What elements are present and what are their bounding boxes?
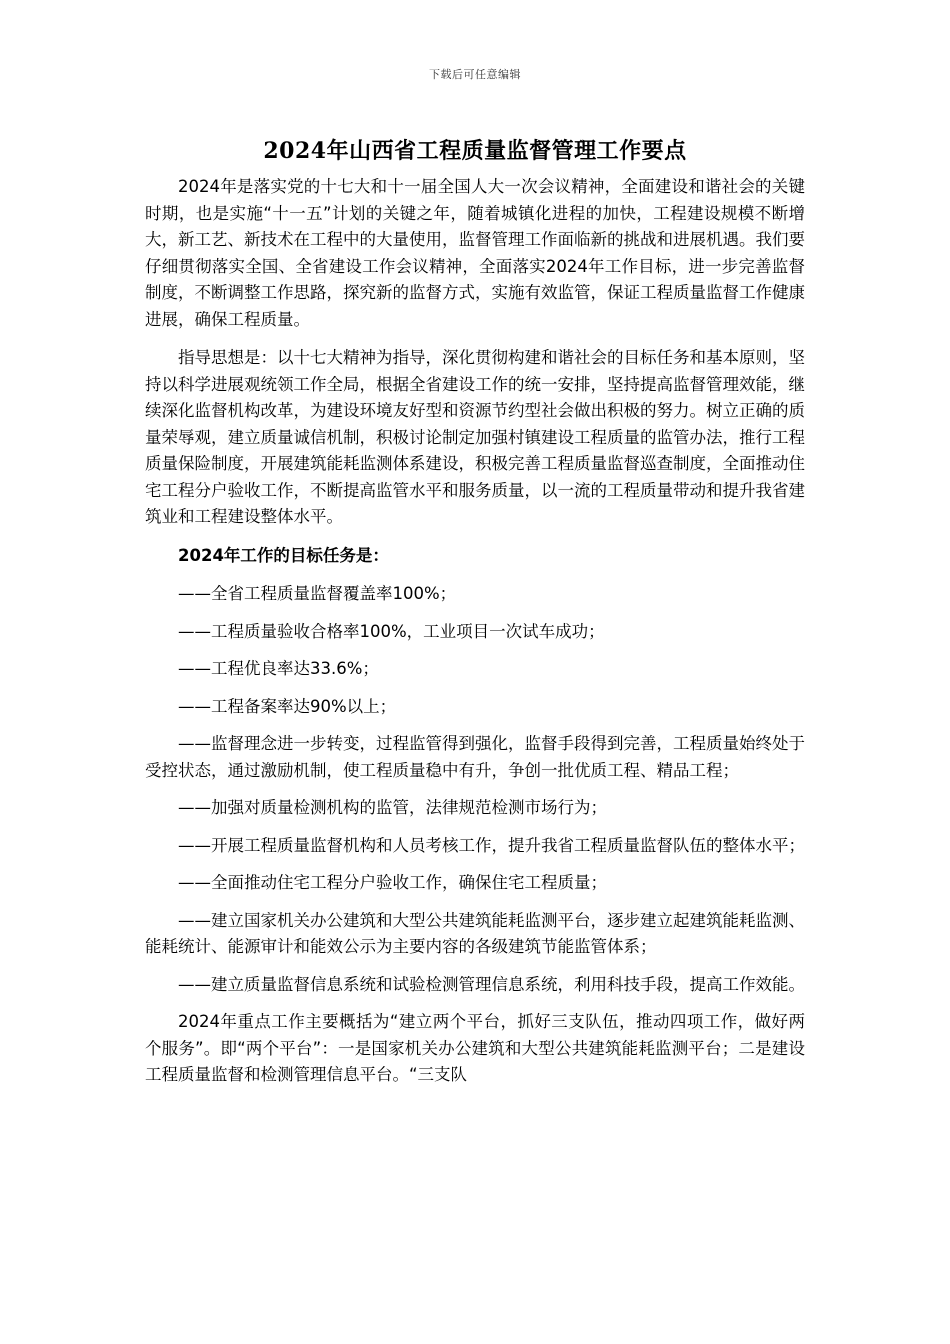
goal-item: ——工程优良率达33.6%； [178,659,379,678]
goal-item: ——开展工程质量监督机构和人员考核工作，提升我省工程质量监督队伍的整体水平； [178,835,805,855]
goal-item: ——全面推动住宅工程分户验收工作，确保住宅工程质量； [178,873,607,892]
goal-item: ——加强对质量检测机构的监管，法律规范检测市场行为； [178,798,607,817]
goals-heading: 2024年工作的目标任务是： [178,545,389,565]
goal-item: ——全省工程质量监督覆盖率100%； [178,584,457,603]
goal-item: ——建立质量监督信息系统和试验检测管理信息系统，利用科技手段，提高工作效能。 [178,974,805,994]
document-body [145,174,805,1101]
intro-paragraph: 2024年是落实党的十七大和十一届全国人大一次会议精神，全面建设和谐社会的关键时期，也是实施“十一五”计划的关键之年，随着城镇化进程的加快，工程建设规模不断增大，新工艺、新技术在工程中的大量使用，监督管理工作面临新的挑战和进展机遇。我们要仔细贯彻落实全国、全省建设工作会议精神，全面落实2024年工作目标，进一步完善监督制度，不断调整工作思路，探究新的监督方式，实施有效监管，保证工程质量监督工作健康进展，确保工程质量。 [145,177,805,329]
guiding-principle-paragraph: 指导思想是：以十七大精神为指导，深化贯彻构建和谐社会的目标任务和基本原则，坚持以科学进展观统领工作全局，根据全省建设工作的统一安排，坚持提高监督管理效能，继续深化监督机构改革，为建设环境友好型和资源节约型社会做出积极的努力。树立正确的质量荣辱观，建立质量诚信机制，积极讨论制定加强村镇建设工程质量的监管办法，推行工程质量保险制度，开展建筑能耗监测体系建设，积极完善工程质量监督巡查制度，全面推动住宅工程分户验收工作，不断提高监管水平和服务质量，以一流的工程质量带动和提升我省建筑业和工程建设整体水平。 [145,348,805,526]
goal-item: ——工程备案率达90%以上； [178,696,397,716]
key-work-paragraph: 2024年重点工作主要概括为“建立两个平台，抓好三支队伍，推动四项工作，做好两个服务”。即“两个平台”：一是国家机关办公建筑和大型公共建筑能耗监测平台；二是建设工程质量监督和检测管理信息平台。“三支队 [145,1012,805,1084]
goal-item: ——工程质量验收合格率100%，工业项目一次试车成功； [178,621,605,641]
goal-item: ——建立国家机关办公建筑和大型公共建筑能耗监测平台，逐步建立起建筑能耗监测、能耗统计、能源审计和能效公示为主要内容的各级建筑节能监管体系； [145,910,805,956]
header-note: 下载后可任意编辑 [429,68,521,81]
goal-item: ——监督理念进一步转变，过程监管得到强化，监督手段得到完善，工程质量始终处于受控状态，通过激励机制，使工程质量稳中有升，争创一批优质工程、精品工程； [145,734,805,780]
document-title: 2024年山西省工程质量监督管理工作要点 [263,138,687,164]
